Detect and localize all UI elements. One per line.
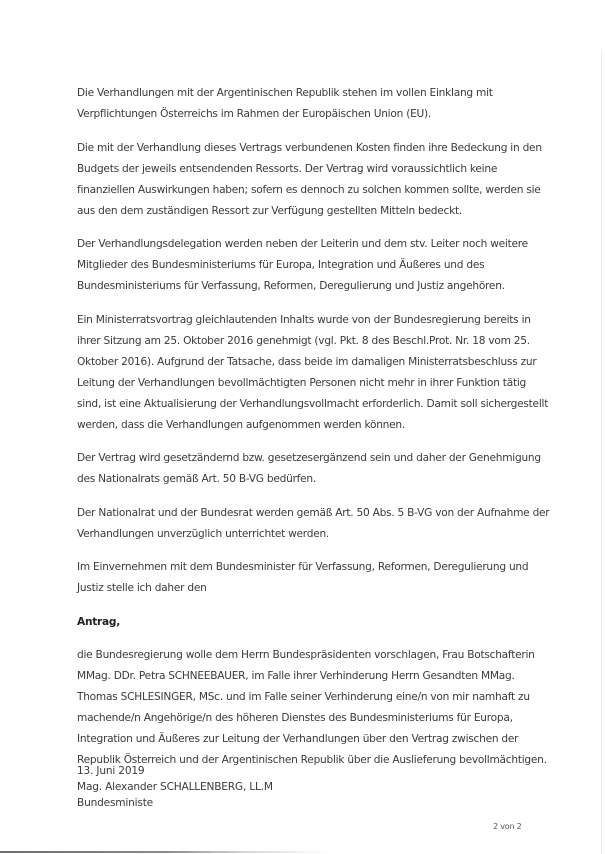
paragraph-costs: Die mit der Verhandlung dieses Vertrags verbundenen Kosten finden ihre Bedeckung in den Budgets der jeweils entsendenden Ressorts. Der Vertrag wird voraussichtlich keine finanziellen Auswirkungen haben; sofern es dennoch zu solchen kommen sollte, werden sie aus den dem zuständigen Ressort zur Verfügung gestellten Mitteln bedeckt. [77, 141, 542, 217]
document-body [77, 83, 577, 784]
signature-block [77, 763, 273, 811]
signature-date: 13. Juni 2019 [77, 765, 145, 777]
paragraph-antrag: die Bundesregierung wolle dem Herrn Bundespräsidenten vorschlagen, Frau Botschafterin MMag. DDr. Petra SCHNEEBAUER, im Falle ihrer Verhinderung Herrn Gesandten MMag. Thomas SCHLESINGER, MSc. und im Falle seiner Verhinderung eine/n von mir namhaft zu machende/n Angehörige/n des höheren Dienstes des Bundesministeriums für Europa, Integration und Äußeres zur Leitung der Verhandlungen über den Vertrag zwischen der Republik Österreich und der Argentinischen Republik über die Auslieferung bevollmächtigen. [77, 649, 547, 766]
paragraph-genehmigung: Der Vertrag wird gesetzändernd bzw. gesetzesergänzend sein und daher der Genehmigung des Nationalrats gemäß Art. 50 B-VG bedürfen. [77, 452, 541, 485]
scan-bottom-rule [0, 851, 330, 853]
paragraph-unterrichtung: Der Nationalrat und der Bundesrat werden gemäß Art. 50 Abs. 5 B-VG von der Aufnahme der Verhandlungen unverzüglich unterrichtet werden. [77, 506, 550, 540]
signature-title: Bundesministe [77, 797, 153, 809]
antrag-heading: Antrag, [77, 615, 121, 628]
paragraph-eu-compliance: Die Verhandlungen mit der Argentinischen Republik stehen im vollen Einklang mit Verpflichtungen Österreichs im Rahmen der Europäischen Union (EU). [77, 87, 493, 120]
paragraph-delegation: Der Verhandlungsdelegation werden neben der Leiterin und dem stv. Leiter noch weitere Mitglieder des Bundesministeriums für Europa, Integration und Äußeres und des Bundesministeriums für Verfassung, Reformen, Deregulierung und Justiz angehören. [77, 238, 528, 292]
scan-edge-line [601, 50, 602, 854]
paragraph-einvernehmen: Im Einvernehmen mit dem Bundesminister für Verfassung, Reformen, Deregulierung und Justiz stelle ich daher den [77, 561, 529, 594]
page-number: 2 von 2 [493, 822, 522, 831]
signature-name: Mag. Alexander SCHALLENBERG, LL.M [77, 781, 273, 793]
paragraph-ministerrat: Ein Ministerratsvortrag gleichlautenden Inhalts wurde von der Bundesregierung bereits in ihrer Sitzung am 25. Oktober 2016 genehmigt (vgl. Pkt. 8 des Beschl.Prot. Nr. 18 vom 25. Oktober 2016). Aufgrund der Tatsache, dass beide im damaligen Ministerratsbeschluss zur Leitung der Verhandlungen bevollmächtigten Personen nicht mehr in ihrer Funktion tätig sind, ist eine Aktualisierung der Verhandlungsvollmacht erforderlich. Damit soll sichergestellt werden, dass die Verhandlungen aufgenommen werden können. [77, 313, 549, 431]
